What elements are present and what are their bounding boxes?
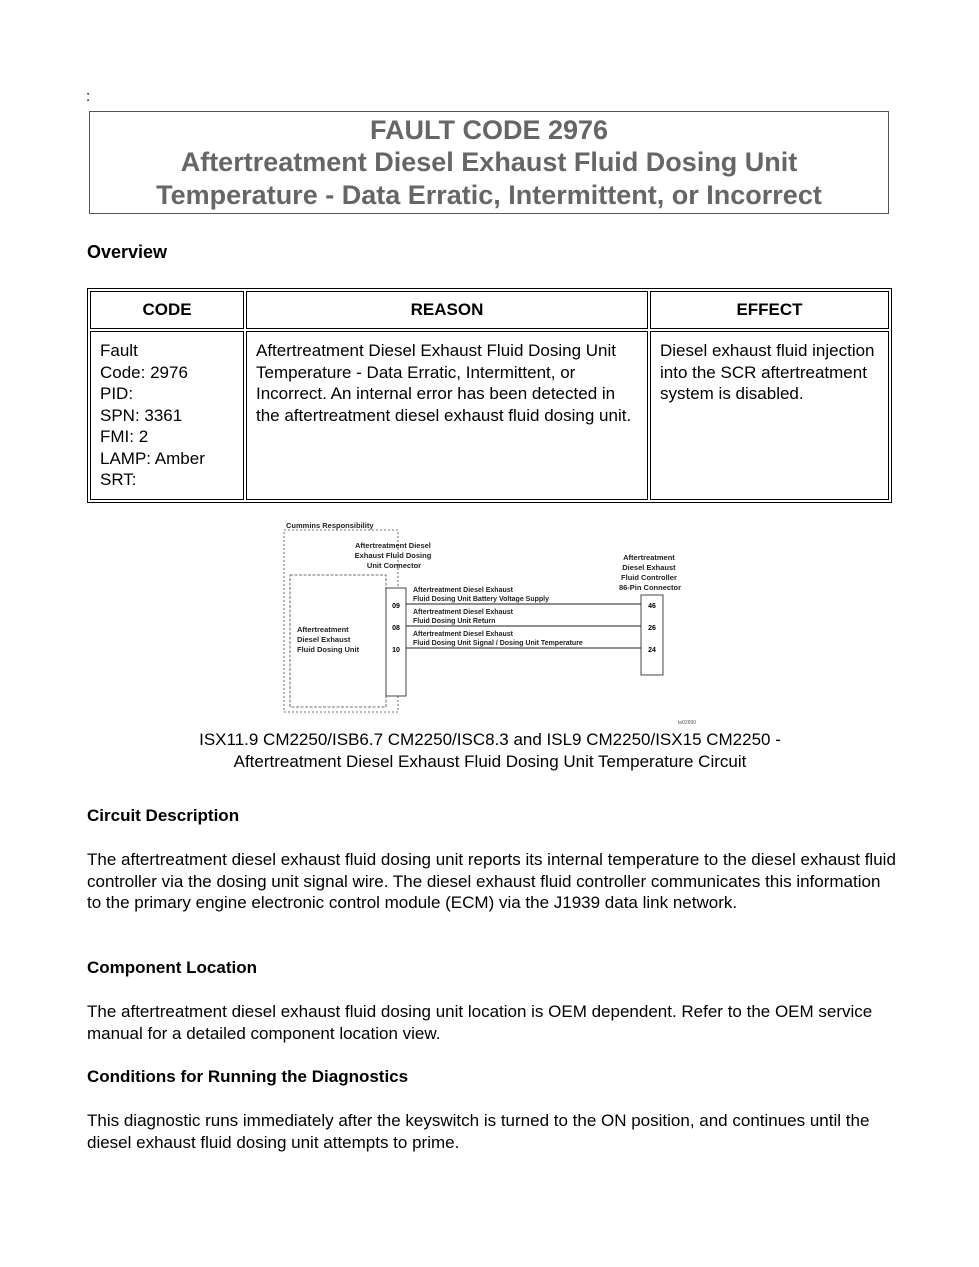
figure-caption-line1: ISX11.9 CM2250/ISB6.7 CM2250/ISC8.3 and ISL9 CM2250/ISX15 CM2250 - [199,730,781,749]
code-line-pid: PID: [100,384,134,403]
column-header-effect: EFFECT [650,291,889,329]
wire-return-label: Aftertreatment Diesel Exhaust Fluid Dosing Unit Return [413,609,513,625]
figure-caption-line2: Aftertreatment Diesel Exhaust Fluid Dosing Unit Temperature Circuit [233,751,747,771]
conditions-heading: Conditions for Running the Diagnostics [87,1067,409,1086]
wire-battery-supply-label: Aftertreatment Diesel Exhaust Fluid Dosing Unit Battery Voltage Supply [413,587,549,603]
circuit-diagram [280,520,700,730]
effect-cell: Diesel exhaust fluid injection into the SCR aftertreatment system is disabled. [650,331,889,500]
reason-cell: Aftertreatment Diesel Exhaust Fluid Dosing Unit Temperature - Data Erratic, Intermittent, or Incorrect. An internal error has been detected in the aftertreatment diesel exhaust fluid dosing unit. [246,331,648,500]
pin-10-label: 10 [392,647,400,654]
connector-label: Aftertreatment Diesel Exhaust Fluid Dosing Unit Connector [354,541,432,570]
code-cell [90,331,244,500]
code-line-fault: Fault [100,341,138,360]
responsibility-label: Cummins Responsibility [286,521,374,530]
fault-code-subtitle-line1: Aftertreatment Diesel Exhaust Fluid Dosing Unit [180,146,798,177]
code-line-lamp: LAMP: Amber [100,448,205,468]
conditions-text: This diagnostic runs immediately after the keyswitch is turned to the ON position, and continues until the diesel exhaust fluid dosing unit attempts to prime. [87,1111,870,1152]
pin-46-label: 46 [648,603,656,610]
figure-id: ta02690 [677,720,696,726]
overview-heading: Overview [87,242,168,262]
code-line-spn: SPN: 3361 [100,405,183,425]
fault-code-title-box [89,111,889,214]
fault-code-title: FAULT CODE 2976 [369,114,609,145]
pin-26-label: 26 [648,625,656,632]
header-colon: : [86,88,91,105]
circuit-description-text: The aftertreatment diesel exhaust fluid dosing unit reports its internal temperature to the diesel exhaust fluid controller via the dosing unit signal wire. The diesel exhaust fluid controller communicates this information to the primary engine electronic control module (ECM) via the J1939 data link network. [87,850,896,912]
overview-table [87,288,892,503]
pin-24-label: 24 [648,647,656,654]
wire-signal-label: Aftertreatment Diesel Exhaust Fluid Dosing Unit Signal / Dosing Unit Temperature [413,631,583,647]
code-line-code: Code: 2976 [100,362,188,382]
component-location-text: The aftertreatment diesel exhaust fluid dosing unit location is OEM dependent. Refer to the OEM service manual for a detailed component location view. [87,1002,873,1043]
wire-return [392,609,656,632]
table-row [90,331,889,500]
figure-caption [90,729,890,772]
code-line-srt: SRT: [100,470,137,489]
controller-label: Aftertreatment Diesel Exhaust Fluid Controller 86-Pin Connector [618,553,682,592]
component-location-heading: Component Location [87,958,257,977]
column-header-code: CODE [90,291,244,329]
column-header-reason: REASON [246,291,648,329]
pin-08-label: 08 [392,625,400,632]
pin-09-label: 09 [392,603,400,610]
fault-code-subtitle-line2: Temperature - Data Erratic, Intermittent, or Incorrect [156,179,822,210]
circuit-description-heading: Circuit Description [87,806,240,825]
dosing-unit-label: Aftertreatment Diesel Exhaust Fluid Dosing Unit [297,625,360,654]
wire-battery-supply [392,587,656,610]
code-line-fmi: FMI: 2 [100,427,149,446]
wire-signal-temperature [392,631,656,654]
